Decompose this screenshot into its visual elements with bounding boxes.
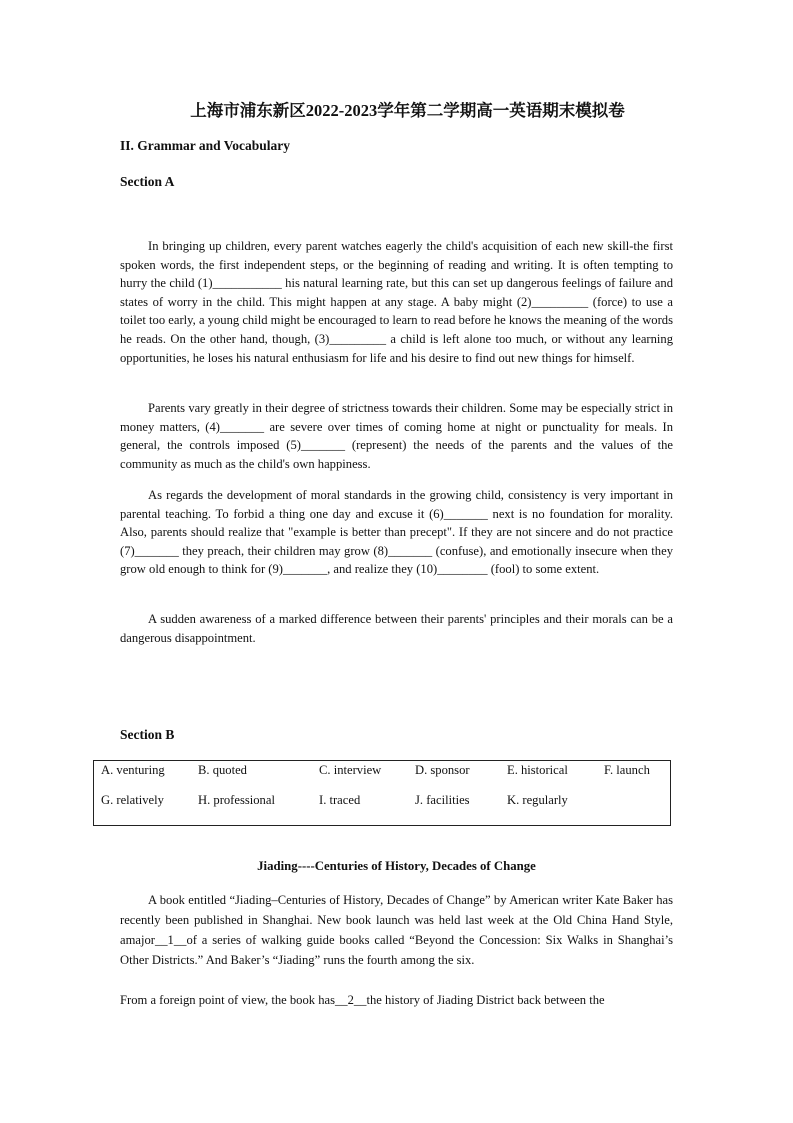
word-option: K. regularly: [507, 793, 568, 807]
section-b-paragraph: From a foreign point of view, the book has__2__the history of Jiading District back between the: [120, 993, 605, 1007]
word-option: G. relatively: [101, 793, 164, 807]
section-a-paragraph: A sudden awareness of a marked difference between their parents' principles and their morals can be a dangerous disappointment.: [120, 612, 673, 645]
word-option: I. traced: [319, 793, 361, 807]
section-b-paragraph: A book entitled “Jiading–Centuries of History, Decades of Change” by American writer Kate Baker has recently been published in Shanghai. New book launch was held last week at the Old China Hand Style, amajor__1__of a series of walking guide books called “Beyond the Concession: Six Walks in Shanghai’s Other Districts.” And Baker’s “Jiading” runs the fourth among the six.: [120, 893, 673, 967]
word-option: E. historical: [507, 763, 568, 777]
section-a-heading: Section A: [120, 174, 175, 189]
word-option: F. launch: [604, 763, 650, 777]
document-title: 上海市浦东新区2022-2023学年第二学期高一英语期末模拟卷: [190, 101, 625, 120]
word-option: A. venturing: [101, 763, 165, 777]
word-option: C. interview: [319, 763, 382, 777]
part-heading: II. Grammar and Vocabulary: [120, 138, 291, 153]
word-option: J. facilities: [415, 793, 470, 807]
section-a-paragraph: Parents vary greatly in their degree of strictness towards their children. Some may be especially strict in money matters, (4)_______ are severe over times of coming home at night or punctuality for meals. In general, the controls imposed (5)_______ (represent) the needs of the parents and the values of the community as much as the child's own happiness.: [120, 401, 673, 471]
word-option: B. quoted: [198, 763, 247, 777]
word-option: H. professional: [198, 793, 275, 807]
word-bank-box: [93, 760, 671, 826]
passage-title: Jiading----Centuries of History, Decades of Change: [257, 859, 536, 873]
section-b-heading: Section B: [120, 727, 175, 742]
section-a-paragraph: As regards the development of moral standards in the growing child, consistency is very important in parental teaching. To forbid a thing one day and excuse it (6)_______ next is no foundation for morality. Also, parents should realize that "example is better than precept". If they are not sincere and do not practice (7)_______ they preach, their children may grow (8)_______ (confuse), and emotionally insecure when they grow old enough to think for (9)_______, and realize they (10)________ (fool) to some extent.: [120, 488, 673, 577]
section-a-paragraph: In bringing up children, every parent watches eagerly the child's acquisition of each new skill-the first spoken words, the first independent steps, or the beginning of reading and writing. It is often tempting to hurry the child (1)___________ his natural learning rate, but this can set up dangerous feelings of failure and states of worry in the child. This might happen at any stage. A baby might (2)_________ (force) to use a toilet too early, a young child might be encouraged to learn to read before he knows the meaning of the words he reads. On the other hand, though, (3)_________ a child is left alone too much, or without any learning opportunities, he loses his natural enthusiasm for life and his desire to find out new things for himself.: [120, 239, 673, 365]
word-option: D. sponsor: [415, 763, 470, 777]
